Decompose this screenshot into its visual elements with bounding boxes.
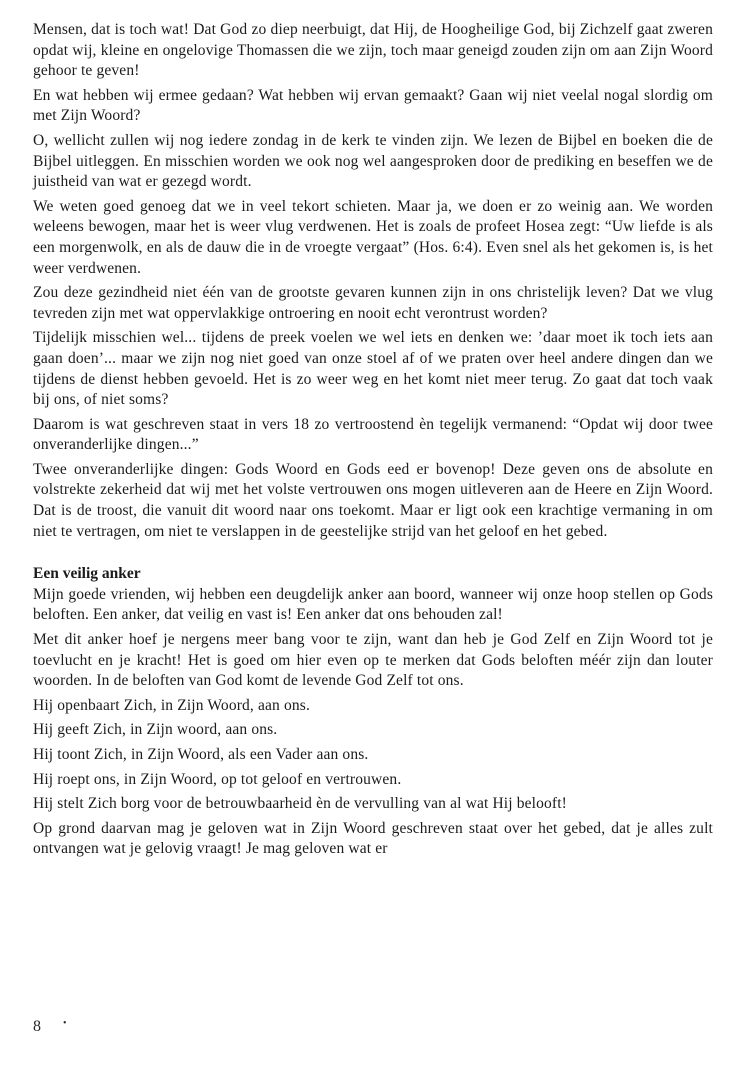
paragraph: Hij stelt Zich borg voor de betrouwbaarheid èn de vervulling van al wat Hij belooft!	[33, 795, 567, 813]
paragraph: Mijn goede vrienden, wij hebben een deugdelijk anker aan boord, wanneer wij onze hoop stellen op Gods beloften. Een anker, dat veilig en vast is! Een anker dat ons behouden zal!	[33, 585, 713, 624]
paragraph: Mensen, dat is toch wat! Dat God zo diep neerbuigt, dat Hij, de Hoogheilige God, bij Zichzelf gaat zweren opdat wij, kleine en ongelovige Thomassen die we zijn, toch maar geneigd zouden zijn om aan Zijn Woord gehoor te geven!	[33, 21, 713, 80]
paragraph: Twee onveranderlijke dingen: Gods Woord en Gods eed er bovenop! Deze geven ons de absolute en volstrekte zekerheid dat wij met het volste vertrouwen ons mogen uitleveren aan de Heere en Zijn Woord. Dat is de troost, die vanuit dit woord naar ons toekomt. Maar er ligt ook een krachtige vermaning in om niet te vertragen, om niet te verslappen in de geestelijke strijd van het geloof en het gebed.	[33, 460, 713, 540]
page-body	[33, 20, 713, 864]
paragraph: Op grond daarvan mag je geloven wat in Zijn Woord geschreven staat over het gebed, dat je alles zult ontvangen wat je gelovig vraagt! Je mag geloven wat er	[33, 819, 713, 858]
paragraph: Hij openbaart Zich, in Zijn Woord, aan ons.	[33, 696, 310, 714]
paragraph: Hij geeft Zich, in Zijn woord, aan ons.	[33, 721, 278, 739]
paragraph: Zou deze gezindheid niet één van de grootste gevaren kunnen zijn in ons christelijk leven? Dat we vlug tevreden zijn met wat oppervlakkige ontroering en nooit echt verontrust worden?	[33, 284, 713, 322]
paragraph: En wat hebben wij ermee gedaan? Wat hebben wij ervan gemaakt? Gaan wij niet veelal nogal slordig om met Zijn Woord?	[33, 86, 713, 125]
paragraph: O, wellicht zullen wij nog iedere zondag in de kerk te vinden zijn. We lezen de Bijbel en boeken die de Bijbel uitleggen. En misschien worden we ook nog wel aangesproken door de prediking en beseffen we de juistheid van wat er gezegd wordt.	[33, 131, 713, 191]
paragraph: Tijdelijk misschien wel... tijdens de preek voelen we wel iets en denken we: ’daar moet ik toch iets aan gaan doen’... maar we zijn nog niet goed van onze stoel af of we praten over heel andere dingen dan we tijdens de dienst hebben gevoeld. Het is zo weer weg en het komt niet meer terug. Zo gaat dat toch vaak bij ons, of niet soms?	[33, 329, 713, 409]
paragraph: Met dit anker hoef je nergens meer bang voor te zijn, want dan heb je God Zelf en Zijn Woord tot je toevlucht en je kracht! Het is goed om hier even op te merken dat Gods beloften méér zijn dan louter woorden. In de beloften van God komt de levende God Zelf tot ons.	[33, 631, 713, 690]
page-number: 8	[33, 1018, 41, 1035]
paragraph: Hij toont Zich, in Zijn Woord, als een Vader aan ons.	[33, 746, 369, 763]
page-footer	[33, 1018, 67, 1036]
section-heading: Een veilig anker	[33, 565, 141, 583]
paragraph: Daarom is wat geschreven staat in vers 18 zo vertroostend èn tegelijk vermanend: “Opdat wij door twee onveranderlijke dingen...”	[33, 415, 713, 454]
footer-mark: •	[63, 1018, 67, 1029]
paragraph: Hij roept ons, in Zijn Woord, op tot geloof en vertrouwen.	[33, 770, 402, 788]
paragraph: We weten goed genoeg dat we in veel tekort schieten. Maar ja, we doen er zo weinig aan. We worden weleens bewogen, maar het is weer vlug verdwenen. Het is zoals de profeet Hosea zegt: “Uw liefde is als een morgenwolk, en als de dauw die in de vroegte vergaat” (Hos. 6:4). Even snel als het gekomen is, is het weer verdwenen.	[33, 197, 713, 277]
